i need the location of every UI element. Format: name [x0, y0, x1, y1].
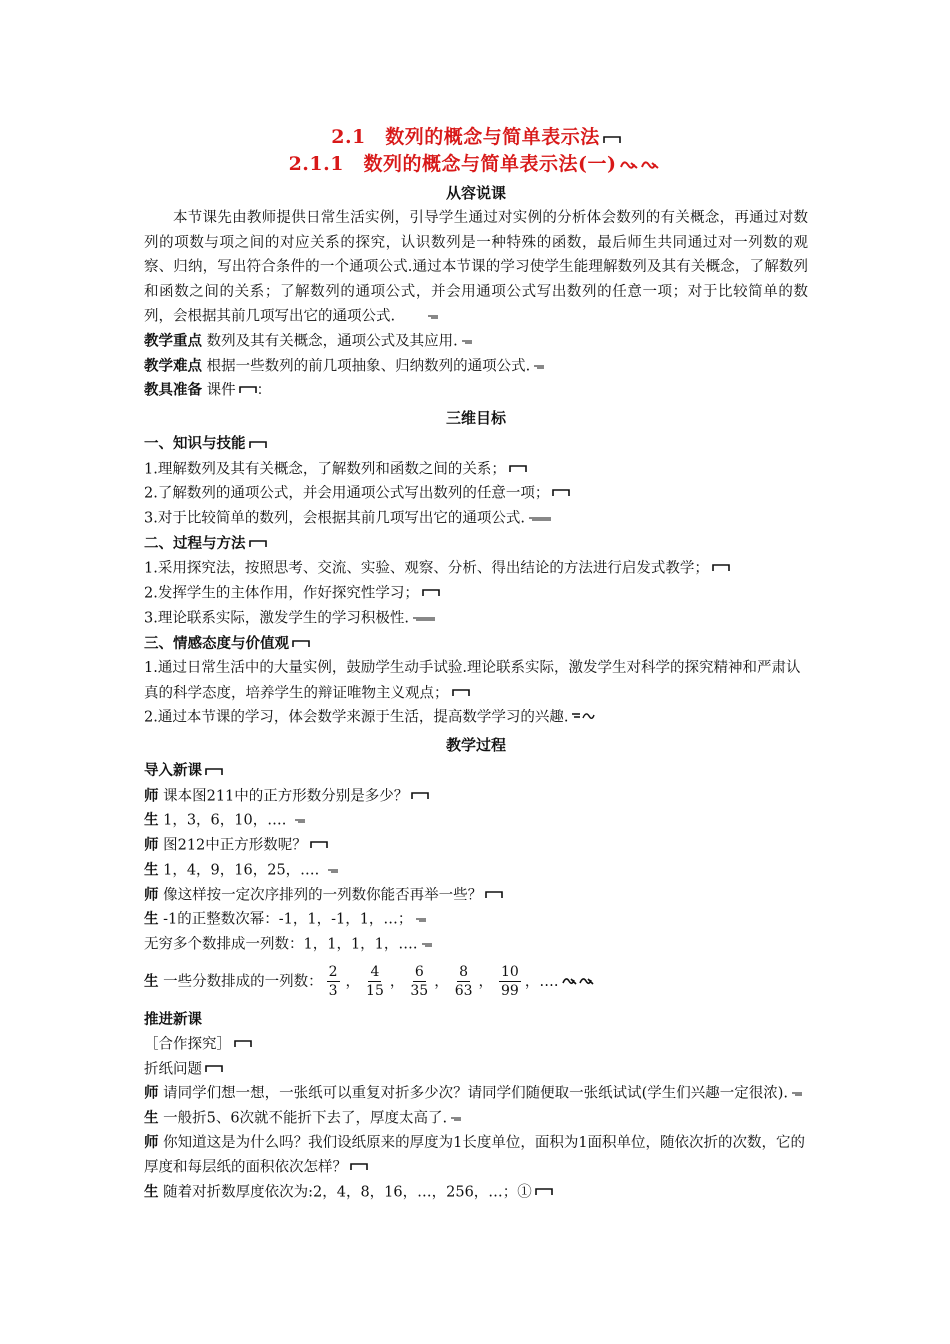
bracket-mark-icon: [205, 759, 223, 784]
bracket-mark-icon: [292, 631, 310, 656]
list-item: 1.通过日常生活中的大量实例，鼓励学生动手试验.理论联系实际，激发学生对科学的探究精神和严肃认真的科学态度，培养学生的辩证唯物主义观点；: [144, 656, 808, 705]
bracket-mark-icon: [535, 1180, 553, 1205]
bracket-mark-icon: [552, 481, 570, 506]
bracket-mark-icon: [310, 833, 328, 858]
key-point-line: 教学重点 数列及其有关概念，通项公式及其应用.: [144, 329, 808, 354]
dash-mark-icon: [327, 858, 339, 883]
fraction: $\frac{6}{35}$: [410, 964, 429, 1000]
advance-lesson-title: 推进新课: [144, 1010, 202, 1028]
fraction: $\frac{8}{63}$: [454, 964, 473, 1000]
tools-line: 教具准备 课件 ：: [144, 378, 808, 403]
squiggle-mark-icon: [561, 970, 597, 994]
intro-new-lesson-title: 导入新课: [144, 758, 808, 784]
dash-mark-icon: [533, 354, 545, 379]
fraction: $\frac{2}{3}$: [328, 964, 338, 1000]
bracket-mark-icon: [239, 378, 257, 403]
list-item: 1.采用探究法，按照思考、交流、实验、观察、分析、得出结论的方法进行启发式教学；: [144, 556, 808, 581]
subsection-title: 2.1.1 数列的概念与简单表示法(一): [144, 151, 808, 178]
dialog-line: 师 课本图211中的正方形数分别是多少？: [144, 784, 808, 809]
goal-section-1-title: 一、知识与技能: [144, 431, 808, 457]
list-item: 2.发挥学生的主体作用，作好探究性学习；: [144, 581, 808, 606]
dash-mark-icon: [528, 506, 552, 531]
intro-paragraph: 本节课先由教师提供日常生活实例，引导学生通过对实例的分析体会数列的有关概念，再通过对数列的项数与项之间的对应关系的探究，认识数列是一种特殊的函数，最后师生共同通过对一列数的观察、归纳，写出符合条件的一个通项公式.通过本节课的学习使学生能理解数列及其有关概念，了解数列和函数之间的关系；了解数列的通项公式，并会用通项公式写出数列的任意一项；对于比较简单的数列，会根据其前几项写出它的通项公式.: [144, 206, 808, 329]
list-item: 3.对于比较简单的数列，会根据其前几项写出它的通项公式.: [144, 506, 808, 531]
bracket-mark-icon: [205, 1057, 223, 1082]
bracket-mark-icon: [509, 457, 527, 482]
dialog-line: 生 1，3，6，10，….: [144, 808, 808, 833]
dash-mark-icon: [421, 932, 433, 957]
fraction: $\frac{4}{15}$: [366, 964, 384, 1000]
dialog-line: 生 1，4，9，16，25，….: [144, 858, 808, 883]
plain-line: 无穷多个数排成一列数：1，1，1，1，….: [144, 932, 808, 957]
fraction: $\frac{10}{99}$: [501, 964, 519, 1000]
list-item: 3.理论联系实际，激发学生的学习积极性.: [144, 606, 808, 631]
dialog-line: 师 你知道这是为什么吗？我们设纸原来的厚度为1长度单位，面积为1面积单位，随依次折的次数，它的厚度和每层纸的面积依次怎样？: [144, 1131, 808, 1180]
dash-mark-icon: [791, 1081, 803, 1106]
list-item: 2.了解数列的通项公式，并会用通项公式写出数列的任意一项；: [144, 481, 808, 506]
coop-label-line: ［合作探究］: [144, 1032, 808, 1057]
squiggle-mark-icon: [619, 152, 663, 178]
bracket-mark-icon: [249, 531, 267, 556]
dash-mark-icon: [450, 1106, 462, 1131]
dash-mark-icon: [294, 808, 306, 833]
intro-heading: 从容说课: [445, 184, 506, 202]
list-item: 1.理解数列及其有关概念，了解数列和函数之间的关系；: [144, 457, 808, 482]
dash-mark-icon: [412, 606, 436, 631]
bracket-mark-icon: [411, 784, 429, 809]
bracket-mark-icon: [350, 1155, 368, 1180]
dialog-line: 师 请同学们想一想，一张纸可以重复对折多少次？请同学们随便取一张纸试试(学生们兴趣一定很浓).: [144, 1081, 808, 1106]
dash-mark-icon: [461, 329, 473, 354]
goal-section-2-title: 二、过程与方法: [144, 531, 808, 557]
dash-mark-icon: [398, 304, 439, 329]
bracket-mark-icon: [249, 432, 267, 457]
fold-label-line: 折纸问题: [144, 1057, 808, 1082]
dialog-line: 生 一般折5、6次就不能折下去了，厚度太高了.: [144, 1106, 808, 1131]
bracket-mark-icon: [603, 125, 621, 151]
dialog-line: 生 随着对折数厚度依次为:2，4，8，16，…，256，…；①: [144, 1180, 808, 1205]
bracket-mark-icon: [485, 883, 503, 908]
bracket-mark-icon: [422, 581, 440, 606]
squiggle-mark-icon: [571, 705, 597, 730]
goal-section-3-title: 三、情感态度与价值观: [144, 631, 808, 657]
dialog-line: 生 -1的正整数次幂：-1，1，-1，1，…；: [144, 907, 808, 932]
bracket-mark-icon: [712, 556, 730, 581]
dialog-line: 师 像这样按一定次序排列的一列数你能否再举一些？: [144, 883, 808, 908]
difficult-point-line: 教学难点 根据一些数列的前几项抽象、归纳数列的通项公式.: [144, 354, 808, 379]
dash-mark-icon: [415, 907, 427, 932]
document-page: [144, 124, 808, 1205]
fraction-sequence-line: 生 一些分数排成的一列数： $\frac{2}{3}$ ， $\frac{4}{15}$ ， $\frac{6}{35}$ ， $\frac{8}{63}$ ， $\frac{10}{99}$ ，….: [144, 957, 808, 1007]
section-title: 2.1 数列的概念与简单表示法: [144, 124, 808, 151]
bracket-mark-icon: [234, 1032, 252, 1057]
bracket-mark-icon: [452, 681, 470, 706]
goals-heading: 三维目标: [445, 409, 506, 427]
list-item: 2.通过本节课的学习，体会数学来源于生活，提高数学学习的兴趣.: [144, 705, 808, 730]
process-heading: 教学过程: [445, 736, 506, 754]
dialog-line: 师 图212中正方形数呢？: [144, 833, 808, 858]
